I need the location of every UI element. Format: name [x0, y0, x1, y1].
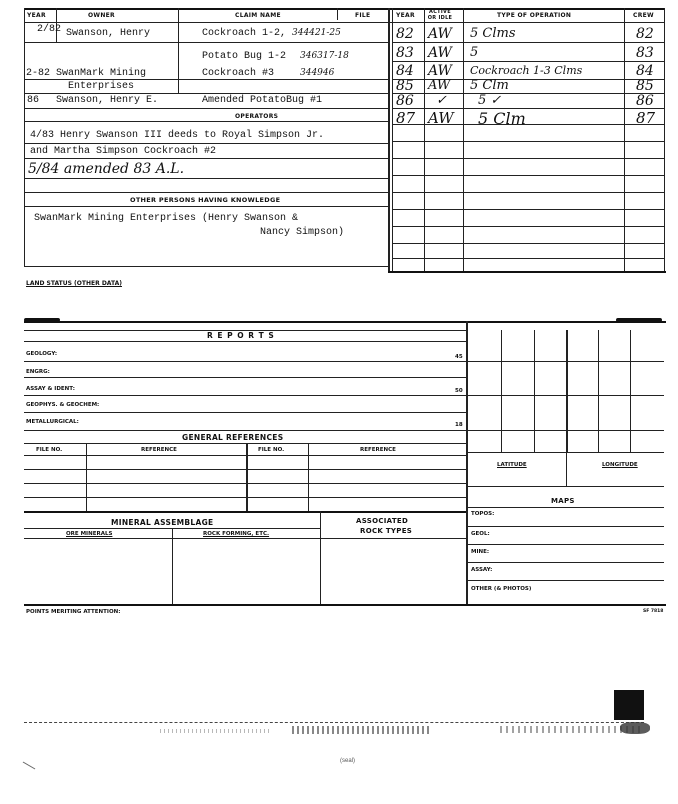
- general-ref-col-file-no: FILE NO.: [36, 447, 63, 453]
- operation-type: 5 Clm: [478, 109, 526, 128]
- report-row-label: ENGRG:: [26, 369, 50, 375]
- owner-row-file: 344946: [300, 68, 335, 78]
- operation-active: AW: [428, 63, 452, 79]
- col-header-owner: OWNER: [88, 12, 115, 19]
- operation-active: AW: [428, 109, 454, 127]
- ore-minerals-label: ORE MINERALS: [66, 531, 113, 537]
- general-ref-col-reference-2: REFERENCE: [360, 447, 396, 453]
- operation-crew: 82: [636, 26, 654, 42]
- report-row-num: 45: [455, 354, 463, 360]
- black-marker-square: [614, 690, 644, 720]
- reports-title: R E P O R T S: [207, 331, 275, 340]
- operation-type: 5 Clms: [470, 26, 516, 41]
- report-row-label: ASSAY & IDENT:: [26, 386, 75, 392]
- maps-row-label: GEOL:: [471, 531, 490, 537]
- operation-type: 5 ✓: [478, 93, 502, 108]
- report-row-label: GEOLOGY:: [26, 351, 58, 357]
- maps-row-label: ASSAY:: [471, 567, 493, 573]
- operation-crew: 85: [636, 78, 654, 94]
- owner-row-claim: Potato Bug 1-2: [202, 51, 287, 62]
- report-row-num: 50: [455, 388, 463, 394]
- report-row-label: GEOPHYS. & GEOCHEM:: [26, 402, 100, 408]
- operation-year: 86: [396, 93, 414, 109]
- knowledge-label: OTHER PERSONS HAVING KNOWLEDGE: [130, 196, 281, 204]
- col-header-crew: CREW: [633, 12, 654, 19]
- report-row-label: METALLURGICAL:: [26, 419, 79, 425]
- maps-title: MAPS: [551, 497, 575, 505]
- longitude-label: LONGITUDE: [602, 462, 638, 468]
- col-header-active-or-idle: ACTIVE OR IDLE: [427, 9, 453, 21]
- knowledge-line: Nancy Simpson): [260, 227, 345, 238]
- owner-row-owner: Swanson, Henry E.: [56, 95, 159, 106]
- operators-line: and Martha Simpson Cockroach #2: [30, 146, 217, 157]
- owner-row-owner: SwanMark Mining: [56, 68, 147, 79]
- maps-row-label: TOPOS:: [471, 511, 495, 517]
- scribble-mark: (seal): [340, 758, 356, 764]
- knowledge-line: SwanMark Mining Enterprises (Henry Swanson &: [34, 213, 299, 224]
- owner-row-file: 344421-25: [292, 28, 341, 38]
- operation-crew: 87: [636, 109, 656, 127]
- owner-row-claim: Cockroach 1-2,: [202, 28, 287, 39]
- operation-active: ✓: [436, 93, 447, 108]
- col-header-type-of-operation: TYPE OF OPERATION: [497, 12, 572, 19]
- operators-line: 4/83 Henry Swanson III deeds to Royal Simpson Jr.: [30, 130, 325, 141]
- latitude-label: LATITUDE: [497, 462, 527, 468]
- operation-type: 5 Clm: [470, 78, 509, 93]
- rock-types-label: ROCK TYPES: [360, 527, 413, 535]
- operation-year: 87: [396, 109, 416, 127]
- land-status-label: LAND STATUS (OTHER DATA): [26, 280, 122, 287]
- operation-year: 85: [396, 78, 414, 94]
- maps-row-label: MINE:: [471, 549, 490, 555]
- owner-row-file: 346317-18: [300, 51, 349, 61]
- operation-crew: 83: [636, 45, 654, 61]
- owner-row-year: 2-82: [26, 68, 51, 79]
- general-ref-col-reference: REFERENCE: [141, 447, 177, 453]
- operation-crew: 84: [636, 63, 654, 79]
- operators-handwritten: 5/84 amended 83 A.L.: [28, 161, 185, 177]
- owner-row-claim: Amended PotatoBug #1: [202, 95, 323, 106]
- operation-active: AW: [428, 78, 451, 93]
- col-header-year: YEAR: [27, 12, 46, 19]
- operation-active: AW: [428, 45, 452, 61]
- maps-row-label: OTHER (& PHOTOS): [471, 586, 532, 592]
- col-header-file: FILE: [355, 12, 371, 19]
- owner-row-owner: Enterprises: [68, 81, 135, 92]
- operation-active: AW: [428, 26, 452, 42]
- report-row-num: 18: [455, 422, 463, 428]
- owner-row-year: 86: [27, 95, 40, 106]
- form-number: SF 7818: [643, 609, 664, 614]
- operation-type: Cockroach 1-3 Clms: [470, 64, 583, 77]
- owner-row-owner: Swanson, Henry: [66, 28, 151, 39]
- general-references-title: GENERAL REFERENCES: [182, 433, 284, 442]
- col-header-claim-name: CLAIM NAME: [235, 12, 281, 19]
- mineral-assemblage-title: MINERAL ASSEMBLAGE: [111, 518, 214, 527]
- operation-crew: 86: [636, 93, 654, 109]
- operation-type: 5: [470, 45, 479, 60]
- operation-year: 83: [396, 45, 414, 61]
- operators-label: OPERATORS: [235, 113, 279, 120]
- rock-forming-label: ROCK FORMING, ETC.: [203, 531, 270, 537]
- points-meriting-attention-label: POINTS MERITING ATTENTION:: [26, 609, 121, 615]
- operation-year: 82: [396, 26, 414, 42]
- general-ref-col-file-no-2: FILE NO.: [258, 447, 285, 453]
- col-header-year-2: YEAR: [396, 12, 415, 19]
- owner-row-claim: Cockroach #3: [202, 68, 275, 79]
- associated-label: ASSOCIATED: [356, 517, 409, 525]
- operation-year: 84: [396, 63, 414, 79]
- owner-row-year: 2/82: [37, 24, 62, 35]
